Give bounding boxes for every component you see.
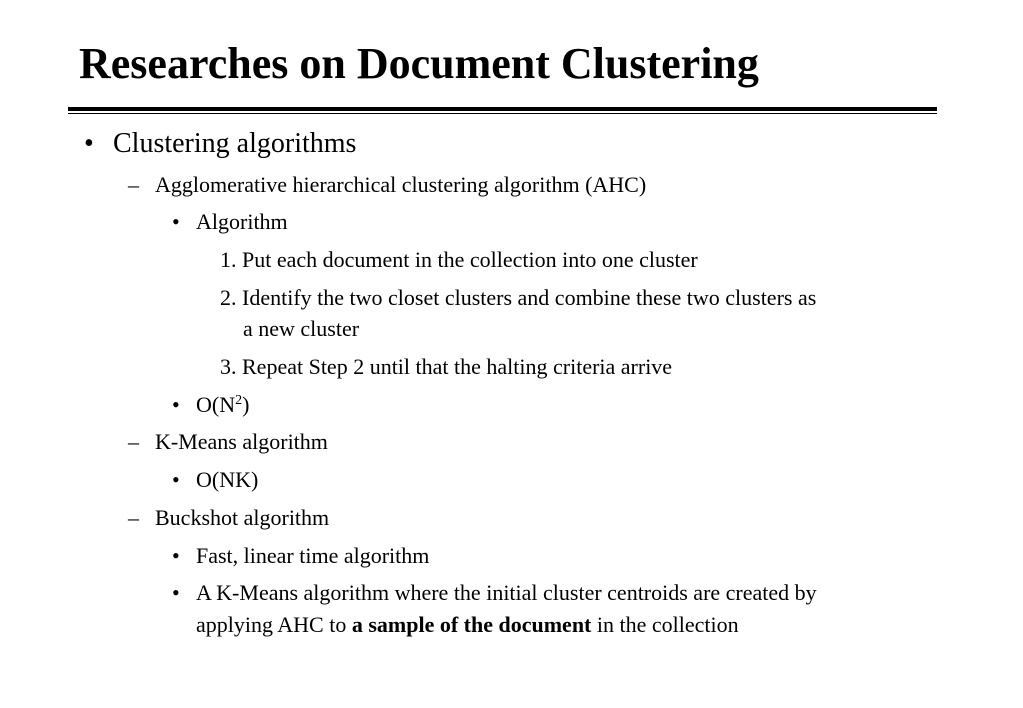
buckshot-line2-emphasis: a sample of the document [351, 612, 592, 637]
ahc-heading: Agglomerative hierarchical clustering algorithm (AHC) [155, 172, 647, 197]
complexity-close: ) [242, 392, 250, 417]
title-divider-thick [68, 107, 937, 111]
buckshot-line2-suffix: in the collection [591, 612, 739, 637]
buckshot-line2-prefix: applying AHC to [196, 612, 352, 637]
buckshot-point-fast: Fast, linear time algorithm [196, 543, 430, 568]
dash-marker: – [128, 429, 139, 454]
bullet-marker: • [172, 543, 180, 568]
kmeans-complexity: O(NK) [196, 467, 259, 492]
title-divider-thin [68, 113, 937, 114]
bullet-marker: • [172, 467, 180, 492]
slide-title: Researches on Document Clustering [79, 39, 759, 88]
bullet-marker: • [172, 392, 180, 417]
topic-clustering-algorithms: Clustering algorithms [113, 128, 357, 159]
dash-marker: – [128, 505, 139, 530]
buckshot-heading: Buckshot algorithm [155, 505, 330, 530]
bullet-marker: • [172, 209, 180, 234]
ahc-step-1: 1. Put each document in the collection into one cluster [220, 247, 698, 272]
kmeans-heading: K-Means algorithm [155, 429, 328, 454]
ahc-algorithm-label: Algorithm [196, 209, 288, 234]
complexity-base: O(N [196, 392, 236, 417]
ahc-step-3: 3. Repeat Step 2 until that the halting criteria arrive [220, 354, 673, 379]
buckshot-point-kmeans-line2 [196, 612, 739, 638]
ahc-step-2: 2. Identify the two closet clusters and combine these two clusters as [220, 285, 817, 310]
complexity-exponent: 2 [235, 393, 243, 408]
bullet-marker: • [84, 128, 94, 159]
bullet-marker: • [172, 580, 180, 605]
ahc-complexity [196, 392, 249, 418]
ahc-step-2-continued: a new cluster [243, 316, 360, 341]
buckshot-point-kmeans-line1: A K-Means algorithm where the initial cluster centroids are created by [196, 580, 817, 605]
dash-marker: – [128, 172, 139, 197]
